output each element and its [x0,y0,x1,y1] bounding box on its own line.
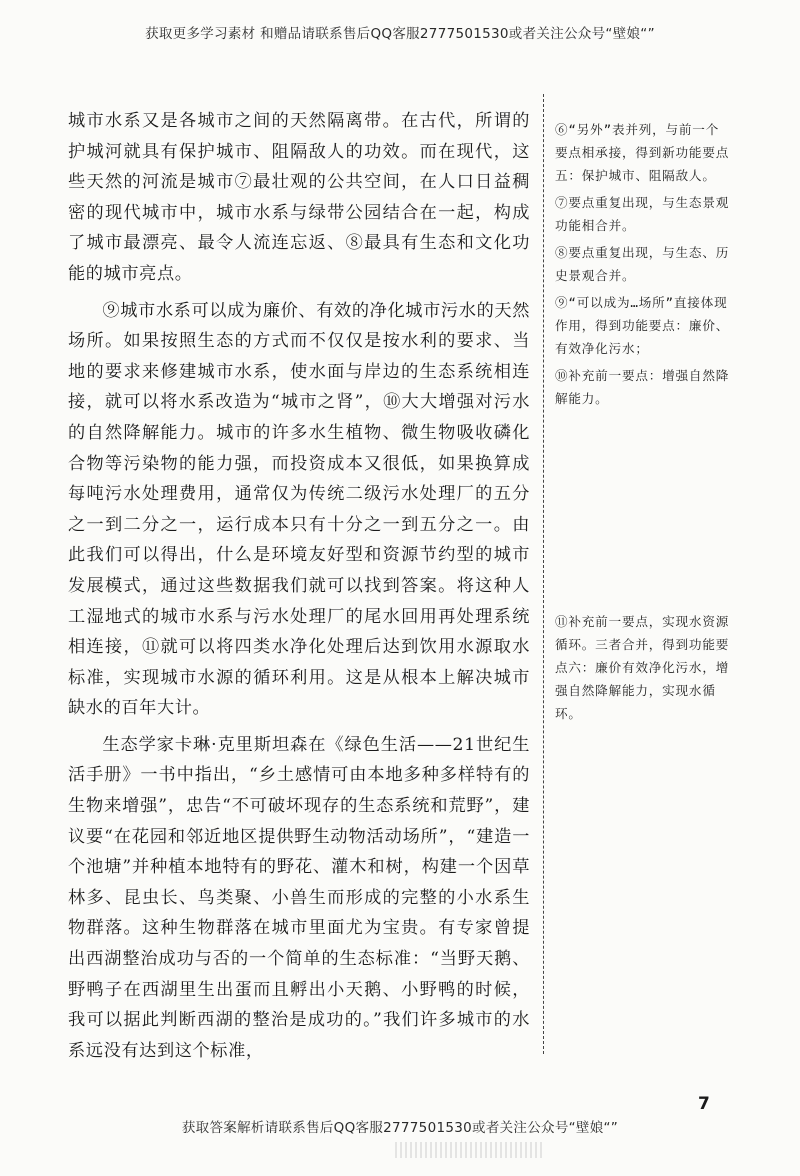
annotation-9: ⑨“可以成为…场所”直接体现作用，得到功能要点：廉价、有效净化污水； [555,295,730,356]
annotation-6: ⑥“另外”表并列，与前一个要点相承接，得到新功能要点五：保护城市、阻隔敌人。 [555,122,730,183]
annotation-10: ⑩补充前一要点：增强自然降解能力。 [555,368,730,406]
paragraph-1: 城市水系又是各城市之间的天然隔离带。在古代，所谓的护城河就具有保护城市、阻隔敌人的功效。而在现代，这些天然的河流是城市⑦最壮观的公共空间，在人口日益稠密的现代城市中，城市水系与绿带公园结合在一起，构成了城市最漂亮、最令人流连忘返、⑧最具有生态和文化功能的城市亮点。 [68,111,530,284]
paragraph-2: ⑨城市水系可以成为廉价、有效的净化城市污水的天然场所。如果按照生态的方式而不仅仅是按水利的要求、当地的要求来修建城市水系，使水面与岸边的生态系统相连接，就可以将水系改造为“城市之肾”，⑩大大增强对污水的自然降解能力。城市的许多水生植物、微生物吸收磷化合物等污染物的能力强，而投资成本又很低，如果换算成每吨污水处理费用，通常仅为传统二级污水处理厂的五分之一到二分之一，运行成本只有十分之一到五分之一。由此我们可以得出，什么是环境友好型和资源节约型的城市发展模式，通过这些数据我们就可以找到答案。将这种人工湿地式的城市水系与污水处理厂的尾水回用再处理系统相连接，⑪就可以将四类水净化处理后达到饮用水源取水标准，实现城市水源的循环利用。这是从根本上解决城市缺水的百年大计。 [68,300,530,719]
margin-divider [543,94,544,1054]
main-text-column [68,106,530,1072]
annotation-group-1 [555,118,730,414]
top-promo-banner: 获取更多学习素材 和赠品请联系售后QQ客服2777501530或者关注公众号“壁娘“” [145,26,655,42]
annotation-11: ⑪补充前一要点，实现水资源循环。三者合并，得到功能要点六：廉价有效净化污水，增强自然降解能力，实现水循环。 [555,614,730,721]
scan-smudge [395,1142,545,1158]
page-number: 7 [698,1094,710,1114]
annotation-group-2 [555,610,730,729]
paragraph-3: 生态学家卡琳·克里斯坦森在《绿色生活——21世纪生活手册》一书中指出，“乡土感情可由本地多种多样特有的生物来增强”，忠告“不可破坏现存的生态系统和荒野”，建议要“在花园和邻近地区提供野生动物活动场所”，“建造一个池塘”并种植本地特有的野花、灌木和树，构建一个因草林多、昆虫长、鸟类聚、小兽生而形成的完整的小水系生物群落。这种生物群落在城市里面尤为宝贵。有专家曾提出西湖整治成功与否的一个简单的生态标准：“当野天鹅、野鸭子在西湖里生出蛋而且孵出小天鹅、小野鸭的时候，我可以据此判断西湖的整治是成功的。”我们许多城市的水系远没有达到这个标准， [68,734,530,1061]
bottom-promo-banner: 获取答案解析请联系售后QQ客服2777501530或者关注公众号“壁娘“” [181,1120,619,1136]
annotation-8: ⑧要点重复出现，与生态、历史景观合并。 [555,245,730,283]
annotation-7: ⑦要点重复出现，与生态景观功能相合并。 [555,195,730,233]
